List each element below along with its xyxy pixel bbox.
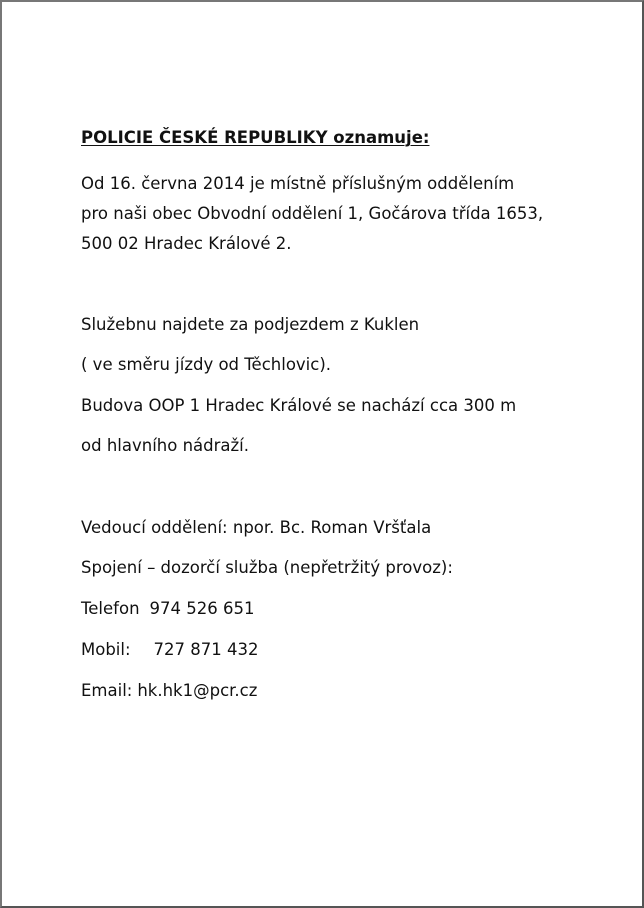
paragraph2-line-2: ( ve směru jízdy od Těchlovic). [81,355,332,374]
phone-line [81,599,255,619]
paragraph2-line-3: Budova OOP 1 Hradec Králové se nachází cca 300 m [81,396,517,415]
mobile-label: Mobil: [81,640,131,659]
announcement-heading: POLICIE ČESKÉ REPUBLIKY oznamuje: [81,128,430,147]
mobile-line [81,640,259,660]
paragraph2-line-4: od hlavního nádraží. [81,436,249,455]
department-head: Vedoucí oddělení: npor. Bc. Roman Vršťala [81,518,432,537]
duty-service-line: Spojení – dozorčí služba (nepřetržitý provoz): [81,558,453,577]
email-line [81,681,257,701]
paragraph1-line-1: Od 16. června 2014 je místně příslušným oddělením [81,174,515,193]
phone-number: 974 526 651 [149,599,255,618]
email-label: Email: [81,681,133,700]
paragraph1-line-2: pro naši obec Obvodní oddělení 1, Gočárova třída 1653, [81,204,544,223]
paragraph2-line-1: Služebnu najdete za podjezdem z Kuklen [81,315,420,334]
paragraph1-line-3: 500 02 Hradec Králové 2. [81,234,292,253]
phone-label: Telefon [81,599,140,618]
email-address: hk.hk1@pcr.cz [137,681,258,700]
mobile-number: 727 871 432 [153,640,259,659]
